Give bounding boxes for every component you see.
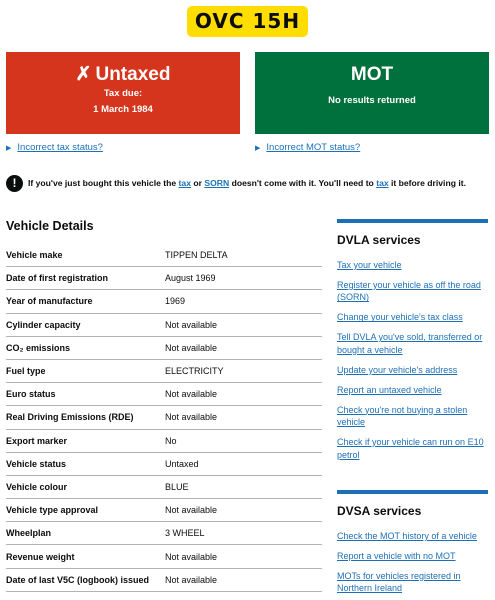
- sidebar-top-bar: [337, 219, 488, 223]
- service-link[interactable]: Check you're not buying a stolen vehicle: [337, 404, 468, 428]
- triangle-right-icon: ▶: [6, 145, 12, 152]
- triangle-right-icon: ▶: [255, 145, 261, 152]
- row-key: CO₂ emissions: [6, 342, 71, 353]
- row-key: Year of manufacture: [6, 296, 93, 307]
- dvla-services-title: DVLA services: [337, 233, 421, 247]
- service-link[interactable]: Tax your vehicle: [337, 260, 402, 270]
- row-value: Not available: [165, 574, 218, 585]
- table-row: [6, 569, 322, 592]
- row-key: Vehicle status: [6, 458, 67, 469]
- dvsa-services-list: [337, 530, 488, 595]
- vehicle-details-title: Vehicle Details: [6, 219, 94, 233]
- row-value: Not available: [165, 342, 218, 353]
- table-row: [6, 430, 322, 453]
- tax-status-heading: ✗ Untaxed: [75, 64, 171, 85]
- dvla-services-list: [337, 259, 488, 461]
- row-value: BLUE: [165, 481, 189, 492]
- dvsa-services-sidebar: [337, 490, 488, 600]
- row-key: Fuel type: [6, 366, 46, 377]
- row-value: Not available: [165, 551, 218, 562]
- row-value: ELECTRICITY: [165, 366, 224, 377]
- tax-due-label: Tax due:: [103, 88, 143, 99]
- table-row: [6, 290, 322, 313]
- row-key: Wheelplan: [6, 528, 52, 539]
- service-link[interactable]: Tell DVLA you've sold, transferred or bought a vehicle: [337, 332, 483, 355]
- row-key: Real Driving Emissions (RDE): [6, 412, 134, 423]
- tax-link[interactable]: tax: [178, 178, 191, 188]
- row-key: Vehicle make: [6, 250, 63, 261]
- row-value: 1969: [165, 296, 186, 307]
- service-link[interactable]: Check if your vehicle can run on E10 petrol: [337, 437, 484, 460]
- table-row: [6, 476, 322, 499]
- service-link[interactable]: Check the MOT history of a vehicle: [337, 531, 477, 541]
- warning-notice: [6, 173, 488, 193]
- mot-status-panel: [255, 52, 489, 134]
- row-value: Untaxed: [165, 458, 199, 469]
- row-key: Export marker: [6, 435, 68, 446]
- row-key: Date of last V5C (logbook) issued: [6, 574, 150, 585]
- table-row: [6, 453, 322, 476]
- incorrect-mot-status-link[interactable]: ▶ Incorrect MOT status?: [255, 142, 361, 153]
- service-link[interactable]: Report an untaxed vehicle: [337, 384, 442, 395]
- warning-text: If you've just bought this vehicle the tax or SORN doesn't come with it. You'll need to tax it before driving it.: [28, 178, 466, 188]
- row-value: 3 WHEEL: [165, 528, 205, 539]
- incorrect-tax-status-link[interactable]: ▶ Incorrect tax status?: [6, 142, 103, 153]
- vehicle-details-table: [6, 244, 322, 592]
- service-link[interactable]: MOTs for vehicles registered in Northern Ireland: [337, 570, 461, 594]
- table-row: [6, 337, 322, 360]
- row-key: Cylinder capacity: [6, 319, 81, 330]
- table-row: [6, 522, 322, 545]
- dvsa-services-title: DVSA services: [337, 504, 422, 518]
- row-value: No: [165, 435, 177, 446]
- cross-icon: ✗: [75, 64, 92, 85]
- row-key: Revenue weight: [6, 551, 75, 562]
- table-row: [6, 499, 322, 522]
- tax-status-panel: [6, 52, 240, 134]
- sorn-link[interactable]: SORN: [204, 178, 230, 188]
- mot-status-text: No results returned: [328, 95, 416, 106]
- table-row: [6, 406, 322, 429]
- registration-plate: OVC 15H: [187, 6, 308, 37]
- exclamation-icon: !: [6, 175, 23, 192]
- row-key: Vehicle colour: [6, 481, 68, 492]
- service-link[interactable]: Register your vehicle as off the road (SORN): [337, 279, 481, 303]
- table-row: [6, 360, 322, 383]
- table-row: [6, 244, 322, 267]
- table-row: [6, 314, 322, 337]
- row-value: August 1969: [165, 273, 216, 284]
- table-row: [6, 383, 322, 406]
- row-key: Date of first registration: [6, 273, 109, 284]
- service-link[interactable]: Update your vehicle's address: [337, 364, 458, 375]
- mot-status-heading: MOT: [350, 64, 394, 85]
- tax-link-2[interactable]: tax: [376, 178, 389, 188]
- row-key: Vehicle type approval: [6, 505, 99, 516]
- table-row: [6, 545, 322, 568]
- sidebar-top-bar: [337, 490, 488, 494]
- row-value: Not available: [165, 319, 218, 330]
- row-value: Not available: [165, 505, 218, 516]
- row-key: Euro status: [6, 389, 56, 400]
- dvla-services-sidebar: [337, 219, 488, 469]
- row-value: Not available: [165, 389, 218, 400]
- service-link[interactable]: Change your vehicle's tax class: [337, 312, 463, 323]
- row-value: TIPPEN DELTA: [165, 250, 228, 261]
- tax-due-date: 1 March 1984: [93, 104, 153, 115]
- row-value: Not available: [165, 412, 218, 423]
- service-link[interactable]: Report a vehicle with no MOT: [337, 550, 456, 561]
- table-row: [6, 267, 322, 290]
